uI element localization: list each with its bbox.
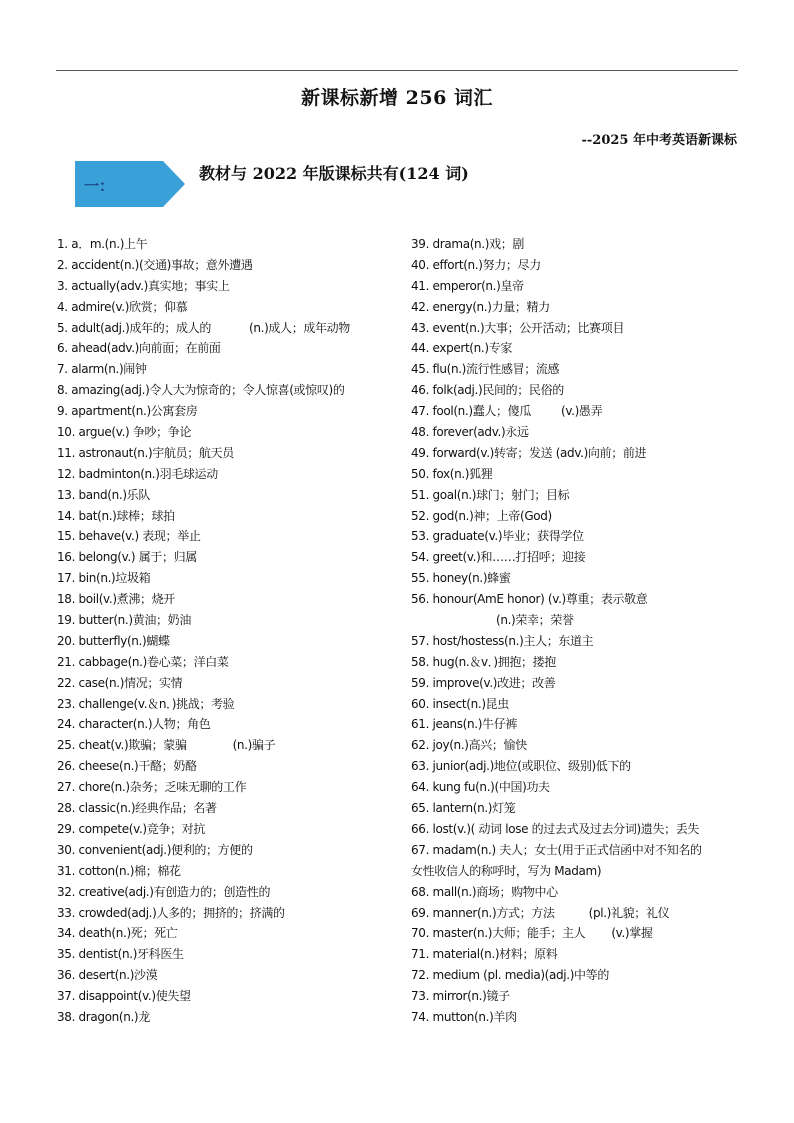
vocab-entry: 14. bat(n.)球棒；球拍	[57, 508, 175, 523]
vocab-entry: 74. mutton(n.)羊肉	[411, 1009, 517, 1024]
page-title: 新课标新增 256 词汇	[301, 87, 493, 109]
section-marker: 一：	[84, 177, 115, 195]
vocab-entry: 23. challenge(v.＆n．)挑战；考验	[57, 696, 235, 711]
vocab-entry: 12. badminton(n.)羽毛球运动	[57, 466, 218, 481]
vocab-entry: 37. disappoint(v.)使失望	[57, 989, 191, 1004]
vocab-entry: 13. band(n.)乐队	[57, 487, 150, 502]
vocab-entry: 19. butter(n.)黄油；奶油	[57, 613, 191, 628]
vocab-entry: 7. alarm(n.)闹钟	[57, 362, 147, 377]
vocab-entry: 45. flu(n.)流行性感冒；流感	[411, 362, 560, 377]
vocab-entry: 2. accident(n.)(交通)事故；意外遭遇	[57, 257, 253, 272]
vocab-entry-multi	[411, 923, 741, 944]
vocab-entry: 40. effort(n.)努力；尽力	[411, 257, 541, 272]
vocab-entry-extra: (n.)骗子	[232, 738, 276, 753]
vocab-entry: 50. fox(n.)狐狸	[411, 466, 493, 481]
vocab-entry: 16. belong(v.) 属于；归属	[57, 550, 197, 565]
vocab-entry: 6. ahead(adv.)向前面；在前面	[57, 341, 221, 356]
vocab-entry: 32. creative(adj.)有创造力的；创造性的	[57, 884, 271, 899]
vocab-entry: 42. energy(n.)力量；精力	[411, 299, 550, 314]
vocab-entry: 67. madam(n.) 夫人；女士(用于正式信函中对不知名的	[411, 842, 702, 857]
vocab-entry: 63. junior(adj.)地位(或职位、级别)低下的	[411, 759, 631, 774]
vocab-entry: 52. god(n.)神；上帝(God)	[411, 508, 552, 523]
vocab-entry: 15. behave(v.) 表现；举止	[57, 529, 201, 544]
vocab-entry: 8. amazing(adj.)令人大为惊奇的；令人惊喜(或惊叹)的	[57, 383, 345, 398]
vocab-entry: 26. cheese(n.)干酪；奶酪	[57, 759, 197, 774]
vocab-entry: 54. greet(v.)和……打招呼；迎接	[411, 550, 586, 565]
vocab-entry: 68. mall(n.)商场；购物中心	[411, 884, 558, 899]
vocab-entry: 48. forever(adv.)永远	[411, 425, 529, 440]
vocab-entry: 61. jeans(n.)牛仔裤	[411, 717, 518, 732]
vocab-entry: 58. hug(n.＆v．)拥抱；搂抱	[411, 654, 556, 669]
vocab-entry: 33. crowded(adj.)人多的；拥挤的；挤满的	[57, 905, 285, 920]
vocab-entry: 60. insect(n.)昆虫	[411, 696, 509, 711]
header-rule	[56, 70, 738, 71]
vocab-entry-extra: (v.)掌握	[611, 926, 653, 941]
vocab-entry: 30. convenient(adj.)便利的；方便的	[57, 842, 253, 857]
vocab-entry: 34. death(n.)死；死亡	[57, 926, 178, 941]
vocab-entry: 20. butterfly(n.)蝴蝶	[57, 633, 170, 648]
vocab-list-right	[411, 234, 741, 1028]
vocab-entry: 21. cabbage(n.)卷心菜；洋白菜	[57, 654, 229, 669]
vocab-entry: 51. goal(n.)球门；射门；目标	[411, 487, 570, 502]
vocab-entry: 11. astronaut(n.)宇航员；航天员	[57, 445, 234, 460]
vocab-entry: 31. cotton(n.)棉；棉花	[57, 863, 181, 878]
section-heading: 教材与 2022 年版课标共有(124 词)	[199, 164, 469, 183]
vocab-entry: 22. case(n.)情况；实情	[57, 675, 183, 690]
vocab-entry: 43. event(n.)大事；公开活动；比赛项目	[411, 320, 625, 335]
vocab-entry: 57. host/hostess(n.)主人；东道主	[411, 633, 594, 648]
vocab-entry-main: 47. fool(n.)蠢人；傻瓜	[411, 404, 531, 419]
vocab-entry: 73. mirror(n.)镜子	[411, 989, 510, 1004]
vocab-entry: 10. argue(v.) 争吵；争论	[57, 425, 192, 440]
vocab-entry-continuation: (n.)荣幸；荣誉	[496, 613, 574, 628]
vocab-entry: 53. graduate(v.)毕业；获得学位	[411, 529, 584, 544]
vocab-entry-extra: (v.)愚弄	[560, 404, 603, 419]
vocab-entry: 41. emperor(n.)皇帝	[411, 278, 524, 293]
vocab-entry: 27. chore(n.)杂务；乏味无聊的工作	[57, 780, 247, 795]
vocab-entry-extra: (pl.)礼貌；礼仪	[588, 905, 670, 920]
vocab-entry: 24. character(n.)人物；角色	[57, 717, 211, 732]
vocab-entry: 9. apartment(n.)公寓套房	[57, 404, 198, 419]
vocab-entry: 44. expert(n.)专家	[411, 341, 512, 356]
vocab-entry-multi	[411, 903, 741, 924]
vocab-list-left	[57, 234, 402, 1028]
vocab-entry: 29. compete(v.)竞争；对抗	[57, 821, 205, 836]
vocab-entry: 46. folk(adj.)民间的；民俗的	[411, 383, 564, 398]
vocab-entry-main: 69. manner(n.)方式；方法	[411, 905, 555, 920]
vocab-entry: 36. desert(n.)沙漠	[57, 968, 158, 983]
vocab-entry-multi	[57, 735, 402, 756]
vocab-entry-extra: (n.)成人；成年动物	[249, 320, 350, 335]
vocab-entry: 17. bin(n.)垃圾箱	[57, 571, 151, 586]
vocab-entry: 55. honey(n.)蜂蜜	[411, 571, 511, 586]
vocab-entry: 62. joy(n.)高兴；愉快	[411, 738, 527, 753]
vocab-entry: 35. dentist(n.)牙科医生	[57, 947, 184, 962]
vocab-entry: 64. kung fu(n.)(中国)功夫	[411, 780, 550, 795]
vocab-entry: 65. lantern(n.)灯笼	[411, 801, 516, 816]
vocab-entry: 49. forward(v.)转寄；发送 (adv.)向前；前进	[411, 445, 647, 460]
vocab-entry: 71. material(n.)材料；原料	[411, 947, 558, 962]
vocab-entry: 59. improve(v.)改进；改善	[411, 675, 556, 690]
vocab-entry: 3. actually(adv.)真实地；事实上	[57, 278, 230, 293]
vocab-entry-multi	[411, 401, 741, 422]
vocab-entry-continuation: 女性收信人的称呼时，写为 Madam)	[411, 863, 602, 878]
vocab-entry-main: 70. master(n.)大师；能手；主人	[411, 926, 586, 941]
vocab-entry: 66. lost(v.)( 动词 lose 的过去式及过去分词)遗失；丢失	[411, 821, 700, 836]
vocab-entry: 38. dragon(n.)龙	[57, 1009, 150, 1024]
vocab-entry: 4. admire(v.)欣赏；仰慕	[57, 299, 188, 314]
page-subtitle: --2025 年中考英语新课标	[581, 133, 737, 148]
vocab-entry: 72. medium (pl. media)(adj.)中等的	[411, 968, 609, 983]
vocab-entry-multi	[57, 318, 402, 339]
vocab-entry: 1. a．m.(n.)上午	[57, 237, 148, 251]
vocab-entry-main: 25. cheat(v.)欺骗；蒙骗	[57, 738, 187, 753]
vocab-entry-main: 5. adult(adj.)成年的；成人的	[57, 320, 212, 335]
vocab-entry: 18. boil(v.)煮沸；烧开	[57, 592, 175, 607]
vocab-entry: 39. drama(n.)戏；剧	[411, 237, 525, 251]
vocab-entry: 28. classic(n.)经典作品；名著	[57, 801, 217, 816]
vocab-entry: 56. honour(AmE honor) (v.)尊重；表示敬意	[411, 592, 648, 607]
